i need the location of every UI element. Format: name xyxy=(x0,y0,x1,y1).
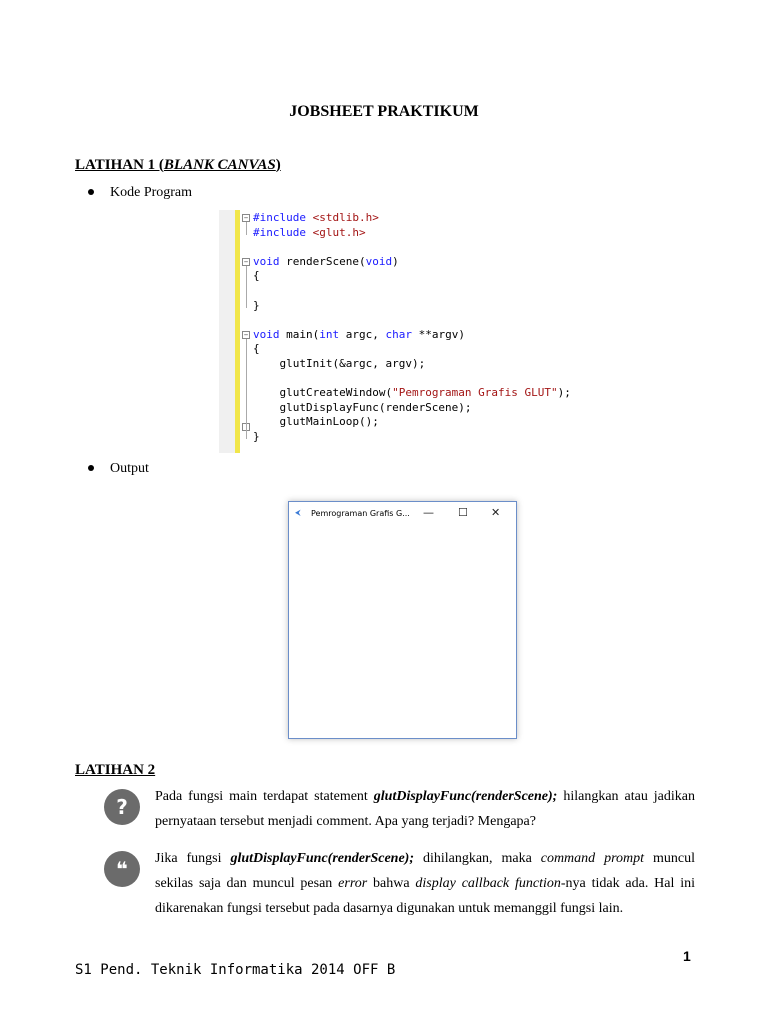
fold-minus-icon[interactable]: − xyxy=(243,330,249,339)
bullet-kode-program-label: Kode Program xyxy=(110,185,193,200)
code-line: void renderScene(void) xyxy=(253,254,399,268)
code-line: #include <glut.h> xyxy=(253,225,366,239)
close-icon[interactable]: ✕ xyxy=(491,506,501,519)
code-block xyxy=(219,210,581,453)
page-title: JOBSHEET PRAKTIKUM xyxy=(289,103,479,120)
question-icon: ? xyxy=(104,789,140,825)
latihan1-heading-prefix: LATIHAN 1 ( xyxy=(75,157,164,173)
q-post: hilangkan atau jadikan pernyataan tersebut menjadi comment. Apa yang terjadi? Mengapa? xyxy=(155,789,695,829)
bullet-dot-icon xyxy=(88,189,94,195)
a-italic3: display callback function xyxy=(415,876,561,891)
q-pre: Pada fungsi main terdapat statement xyxy=(155,789,374,804)
latihan1-heading-italic: BLANK CANVAS xyxy=(163,157,276,173)
code-line: glutMainLoop(); xyxy=(253,415,379,429)
fold-guide-line xyxy=(246,222,247,235)
fold-guide-line xyxy=(246,266,247,308)
code-line: { xyxy=(253,269,260,283)
code-line: } xyxy=(253,298,260,312)
output-window xyxy=(288,501,517,739)
fold-minus-icon[interactable]: − xyxy=(243,257,249,266)
bullet-output-label: Output xyxy=(110,461,149,476)
a-post: -nya tidak ada. Hal ini dikarenakan fungsi tersebut pada dasarnya digunakan untuk memanggil fungsi lain. xyxy=(155,876,696,916)
code-line: void main(int argc, char **argv) xyxy=(253,327,465,341)
bullet-dot-icon xyxy=(88,465,94,471)
a-mid2: muncul sekilas saja dan muncul pesan xyxy=(155,851,695,891)
question-paragraph xyxy=(155,784,695,834)
quote-icon: ❝ xyxy=(104,851,140,887)
a-italic1: command prompt xyxy=(540,851,645,866)
code-change-bar xyxy=(235,210,240,453)
code-line: glutDisplayFunc(renderScene); xyxy=(253,400,472,414)
latihan1-heading xyxy=(75,157,281,174)
bullet-output xyxy=(88,461,149,477)
window-titlebar xyxy=(289,502,516,524)
code-line: #include <stdlib.h> xyxy=(253,211,379,224)
a-mid3: bahwa xyxy=(367,876,416,891)
latihan2-heading: LATIHAN 2 xyxy=(75,762,156,778)
page-number: 1 xyxy=(683,948,691,964)
code-line: { xyxy=(253,342,260,356)
page-footer: S1 Pend. Teknik Informatika 2014 OFF B xyxy=(75,962,396,978)
bullet-kode-program xyxy=(88,185,192,201)
a-pre: Jika fungsi xyxy=(155,851,231,866)
answer-paragraph xyxy=(155,846,695,921)
q-bold: glutDisplayFunc(renderScene); xyxy=(373,789,558,804)
minimize-icon[interactable]: — xyxy=(423,506,434,519)
code-line: glutCreateWindow("Pemrograman Grafis GLUT"); xyxy=(253,386,571,400)
window-title: Pemrograman Grafis G... xyxy=(311,509,410,518)
a-bold: glutDisplayFunc(renderScene); xyxy=(230,851,414,866)
code-line: glutInit(&argc, argv); xyxy=(253,357,426,370)
window-app-icon: ⮜ xyxy=(295,508,301,517)
fold-minus-icon[interactable]: − xyxy=(243,214,249,222)
latihan1-heading-suffix: ) xyxy=(275,157,281,173)
a-italic2: error xyxy=(338,876,368,891)
maximize-icon[interactable]: ☐ xyxy=(458,506,468,519)
fold-guide-line xyxy=(246,339,247,439)
code-gutter xyxy=(219,210,235,453)
a-mid1: dihilangkan, maka xyxy=(414,851,541,866)
code-line: } xyxy=(253,430,260,443)
